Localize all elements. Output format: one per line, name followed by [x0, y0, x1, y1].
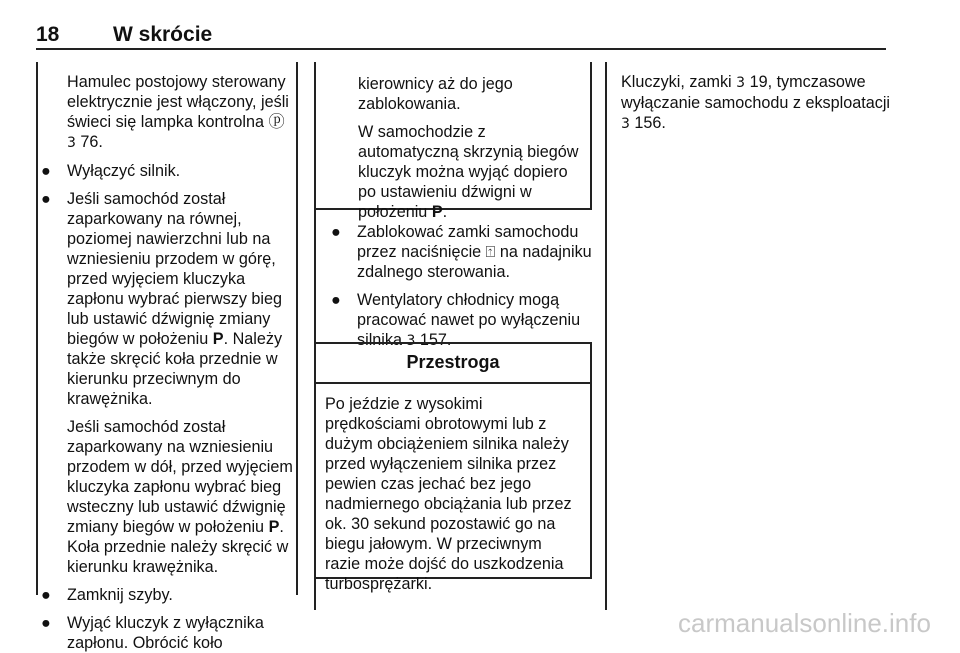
- list-item: ● Wentylatory chłodnicy mogą pracować nawet po wyłączeniu silnika 3 157.: [331, 291, 581, 349]
- column-divider-mid1: [296, 62, 298, 595]
- header-rule: [36, 48, 886, 50]
- caution-box: [314, 342, 592, 593]
- bullet-icon: ●: [41, 614, 51, 632]
- column-2: [326, 222, 604, 351]
- intro-paragraph: Hamulec postojowy sterowany elektrycznie jest włączony, jeśli świeci się lampka kontrolna ⓟ 3 76.: [67, 73, 289, 151]
- section-title: W skrócie: [113, 23, 213, 46]
- bullet-icon: ●: [331, 291, 341, 309]
- bullet-icon: ●: [41, 190, 51, 208]
- reference-arrow-icon: 3: [406, 333, 416, 349]
- caution-text: Po jeździe z wysokimi prędkościami obrotowymi lub z dużym obciążeniem silnika należy przed wyłączeniem silnika przez pewien czas jechać bez jego nadmiernego obciążania lub przez ok. 30 sekund pozostawić go na biegu jałowym. W przeciwnym razie może dojść do uszkodzenia turbosprężarki.: [325, 395, 572, 593]
- column-3: Kluczyki, zamki 3 19, tymczasowe wyłączanie samochodu z eksploatacji 3 156.: [621, 73, 891, 132]
- page-number: 18: [36, 23, 60, 46]
- bullet-icon: ●: [41, 586, 51, 604]
- list-item: ● Wyłączyć silnik.: [41, 162, 181, 180]
- page-header: [0, 0, 960, 52]
- bullet-icon: ●: [41, 162, 51, 180]
- bullet-icon: ●: [331, 223, 341, 241]
- watermark: carmanualsonline.info: [678, 608, 931, 638]
- list-item: ● Jeśli samochód został zaparkowany na równej, poziomej nawierzchni lub na wzniesieniu przodem w górę, przed wyjęciem kluczyka zapłonu wybrać pierwszy bieg lub ustawić dźwignię zmiany biegów w położeniu P. Należy także skręcić koła przednie w kierunku przeciwnym do krawężnika. Jeśli samochód został zaparkowany na wzniesieniu przodem w dół, przed wyjęciem kluczyka zapłonu wybrać bieg wsteczny lub ustawić dźwignię zmiany biegów w położeniu P. Koła przednie należy skręcić w kierunku krawężnika.: [41, 190, 293, 576]
- list-item: ● Zamknij szyby.: [41, 586, 173, 604]
- continued-note-box: kierownicy aż do jego zablokowania. W samochodzie z automatyczną skrzynią biegów kluczyk można wyjąć dopiero po ustawieniu dźwigni w położeniu P.: [314, 62, 592, 210]
- column-divider-right: [605, 62, 607, 610]
- caution-title: Przestroga: [316, 344, 590, 384]
- column-1: [36, 72, 294, 653]
- list-item: ● Wyjąć kluczyk z wyłącznika zapłonu. Obrócić koło: [41, 614, 264, 652]
- list-item: ● Zablokować zamki samochodu przez naciśnięcie ⍐ na nadajniku zdalnego sterowania.: [331, 223, 592, 281]
- reference-arrow-icon: 3: [67, 135, 76, 151]
- reference-arrow-icon: 3: [736, 75, 746, 91]
- reference-arrow-icon: 3: [621, 116, 630, 132]
